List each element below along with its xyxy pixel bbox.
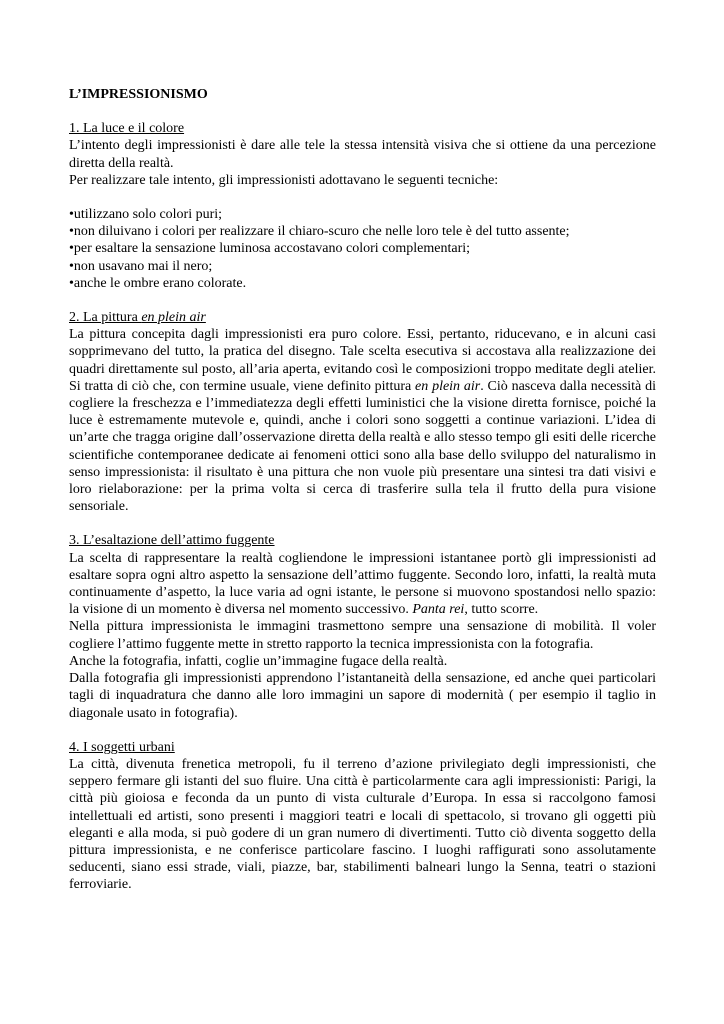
heading-text: 2. La pittura	[69, 310, 142, 326]
paragraph-text: La scelta di rappresentare la realtà cogliendone le impressioni istantanee portò gli impressionisti ad esaltare sopra ogni altro aspetto la sensazione dell’attimo fuggente. Secondo loro, infatti, la realtà muta continuamente d’aspetto, la luce varia ad ogni istante, le persone si muovono spostandosi nello spazio: la visione di un momento è diversa nel momento successivo.	[69, 550, 656, 618]
italic-term: en plein air	[415, 378, 481, 394]
section-soggetti-urbani	[69, 739, 656, 894]
paragraph: La città, divenuta frenetica metropoli, fu il terreno d’azione privilegiato degli impressionisti, che seppero fermare gli istanti del suo fluire. Una città è particolarmente cara agli impressionisti: Parigi, la città più gioiosa e feconda da un punto di vista culturale d’Europa. In essa si raccolgono famosi intellettuali ed artisti, sono presenti i maggiori teatri e locali di spettacolo, si trovano gli oggetti più eleganti e alla moda, si può godere di un gran numero di divertimenti. Tutto ciò diventa soggetto della pittura impressionista, e ne conferisce particolare fascino. I luoghi raffigurati sono assolutamente seducenti, siano essi strade, viali, piazze, bar, stabilimenti balneari lungo la Senna, teatri o stazioni ferroviarie.	[69, 756, 656, 893]
section-heading: 3. L’esaltazione dell’attimo fuggente	[69, 533, 275, 549]
paragraph: Per realizzare tale intento, gli impressionisti adottavano le seguenti tecniche:	[69, 172, 499, 188]
paragraph-text: , tutto scorre.	[464, 602, 539, 618]
paragraph-text: . Ciò nasceva dalla necessità di cogliere la freschezza e l’immediatezza degli effetti luministici che la visione diretta fornisce, poiché la luce è estremamente mutevole e, quindi, anche i colori sono soggetti a continue variazioni. L’idea di un’arte che tragga origine dall’osservazione diretta della realtà e allo stesso tempo gli esiti delle ricerche scientifiche contemporanee dedicate ai fenomeni ottici sono alla base dello sviluppo del naturalismo in senso impressionista: il risultato è una pittura che non vuole più presentare una sintesi tra dati visivi e loro rielaborazione: per la prima volta si cerca di trasferire sulla tela il frutto della pura visione sensoriale.	[69, 378, 656, 515]
paragraph: Dalla fotografia gli impressionisti apprendono l’istantaneità della sensazione, ed anche quei particolari tagli di inquadratura che danno alle loro immagini un sapore di modernità ( per esempio il taglio in diagonale usato in fotografia).	[69, 671, 656, 721]
bullet-list	[69, 206, 656, 292]
paragraph	[69, 326, 656, 515]
bullet-item: • anche le ombre erano colorate.	[69, 275, 656, 292]
bullet-item: • per esaltare la sensazione luminosa accostavano colori complementari;	[69, 240, 656, 257]
bullet-item: • non usavano mai il nero;	[69, 258, 656, 275]
section-pittura-plein-air	[69, 309, 656, 515]
heading-italic-text: en plein air	[141, 310, 206, 326]
paragraph-text: La pittura concepita dagli impressionisti era puro colore. Essi, pertanto, riducevano, e in alcuni casi sopprimevano del tutto, la pratica del disegno. Tale scelta esecutiva si accostava alla realizzazione dei quadri direttamente sul posto, all’aria aperta, evitando così le composizioni troppo meditate degli atelier. Si tratta di ciò che, con termine usuale, viene definito pittura	[69, 327, 656, 394]
section-heading: 1. La luce e il colore	[69, 121, 185, 137]
document-title: L’IMPRESSIONISMO	[69, 87, 208, 102]
paragraph: Nella pittura impressionista le immagini trasmettono sempre una sensazione di mobilità. Il voler cogliere l’attimo fuggente mette in stretto rapporto la tecnica impressionista con la fotografia.	[69, 619, 656, 652]
bullet-item: • non diluivano i colori per realizzare il chiaro-scuro che nelle loro tele è del tutto assente;	[69, 223, 656, 240]
section-heading	[69, 309, 656, 326]
section-luce-colore	[69, 120, 656, 292]
bullet-item: • utilizzano solo colori puri;	[69, 206, 656, 223]
paragraph	[69, 550, 656, 619]
section-attimo-fuggente	[69, 532, 656, 721]
document-page	[69, 86, 656, 911]
paragraph: L’intento degli impressionisti è dare alle tele la stessa intensità visiva che si ottiene da una percezione diretta della realtà.	[69, 138, 656, 171]
paragraph: Anche la fotografia, infatti, coglie un’immagine fugace della realtà.	[69, 653, 448, 669]
section-heading: 4. I soggetti urbani	[69, 739, 175, 755]
italic-term: Panta rei	[412, 602, 465, 618]
